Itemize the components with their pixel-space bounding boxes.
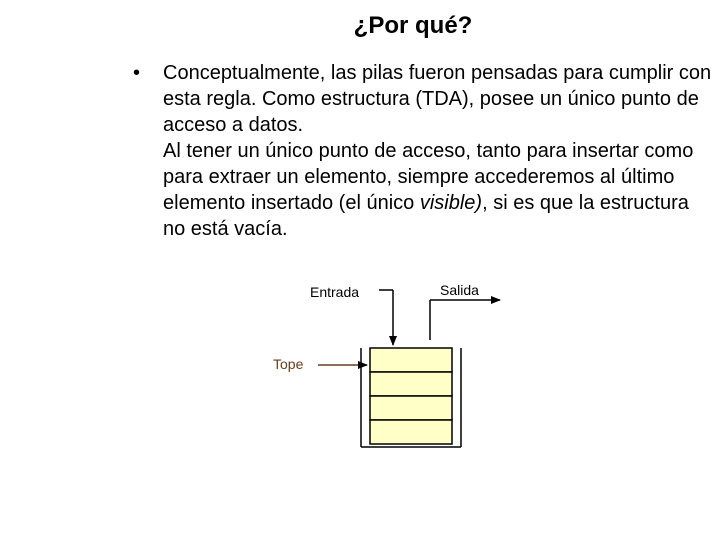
paragraph-1: Conceptualmente, las pilas fueron pensadas para cumplir con esta regla. Como estructura (TDA), posee un único punto de acceso a datos. [163, 62, 712, 136]
stack-cell [370, 420, 452, 444]
stack-cells [370, 348, 452, 444]
stack-cell [370, 396, 452, 420]
entrada-label: Entrada [310, 284, 360, 300]
stack-cell [370, 372, 452, 396]
tope-label: Tope [273, 356, 304, 372]
paragraph-2-italic: visible) [419, 192, 483, 214]
entrada-arrow [379, 290, 393, 345]
salida-arrow [430, 300, 500, 340]
page-title: ¿Por qué? [353, 12, 473, 39]
salida-label: Salida [440, 282, 479, 298]
paragraph-2-end: , si es que la estructura no está vacía. [163, 192, 689, 240]
bullet-symbol: • [133, 62, 141, 84]
paragraph-2-main: Al tener un único punto de acceso, tanto para insertar como para extraer un elemento, siempre accederemos al último elemento insertado (el único [163, 140, 694, 214]
stack-cell [370, 348, 452, 372]
